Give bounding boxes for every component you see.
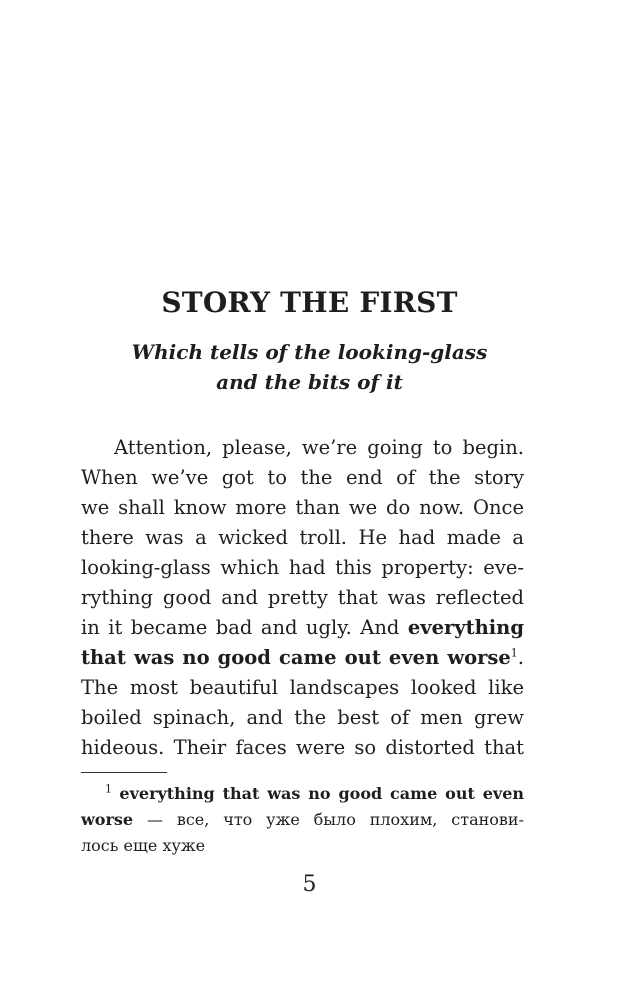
footnote-line <box>81 807 524 833</box>
text-line <box>81 643 524 673</box>
footnote-gloss: — все, что уже было плохим, станови- <box>133 810 524 829</box>
text-line <box>81 613 524 643</box>
page-number: 5 <box>302 872 317 897</box>
subtitle-line: Which tells of the looking-glass <box>131 340 488 364</box>
footnote-divider <box>81 772 167 773</box>
chapter-subtitle <box>0 337 619 397</box>
text-line: hideous. Their faces were so distorted that <box>81 736 524 759</box>
chapter-title: STORY THE FIRST <box>161 286 458 319</box>
bold-phrase: everything <box>407 616 524 639</box>
bold-phrase: that was no good came out even worse <box>81 646 511 669</box>
text-line: we shall know more than we do now. Once <box>81 496 524 519</box>
text-line: When we’ve got to the end of the story <box>81 466 524 489</box>
footnote-line: лось еще хуже <box>81 836 206 855</box>
text-run: . <box>517 646 524 669</box>
footnote <box>81 781 524 859</box>
text-line: Attention, please, we’re going to begin. <box>114 436 524 459</box>
text-line: The most beautiful landscapes looked like <box>81 676 524 699</box>
footnote-reference[interactable]: 1 <box>510 646 518 660</box>
story-paragraph <box>81 433 524 763</box>
text-line: there was a wicked troll. He had made a <box>81 526 524 549</box>
footnote-marker: 1 <box>105 782 112 796</box>
text-line: rything good and pretty that was reflected <box>81 586 524 609</box>
text-line: looking-glass which had this property: eve- <box>81 556 524 579</box>
footnote-term: worse <box>81 810 134 829</box>
footnote-term: everything that was no good came out even <box>119 784 525 803</box>
text-run: in it became bad and ugly. And <box>81 616 408 639</box>
footnote-line <box>81 781 524 807</box>
subtitle-line: and the bits of it <box>216 370 403 394</box>
text-line: boiled spinach, and the best of men grew <box>81 706 524 729</box>
